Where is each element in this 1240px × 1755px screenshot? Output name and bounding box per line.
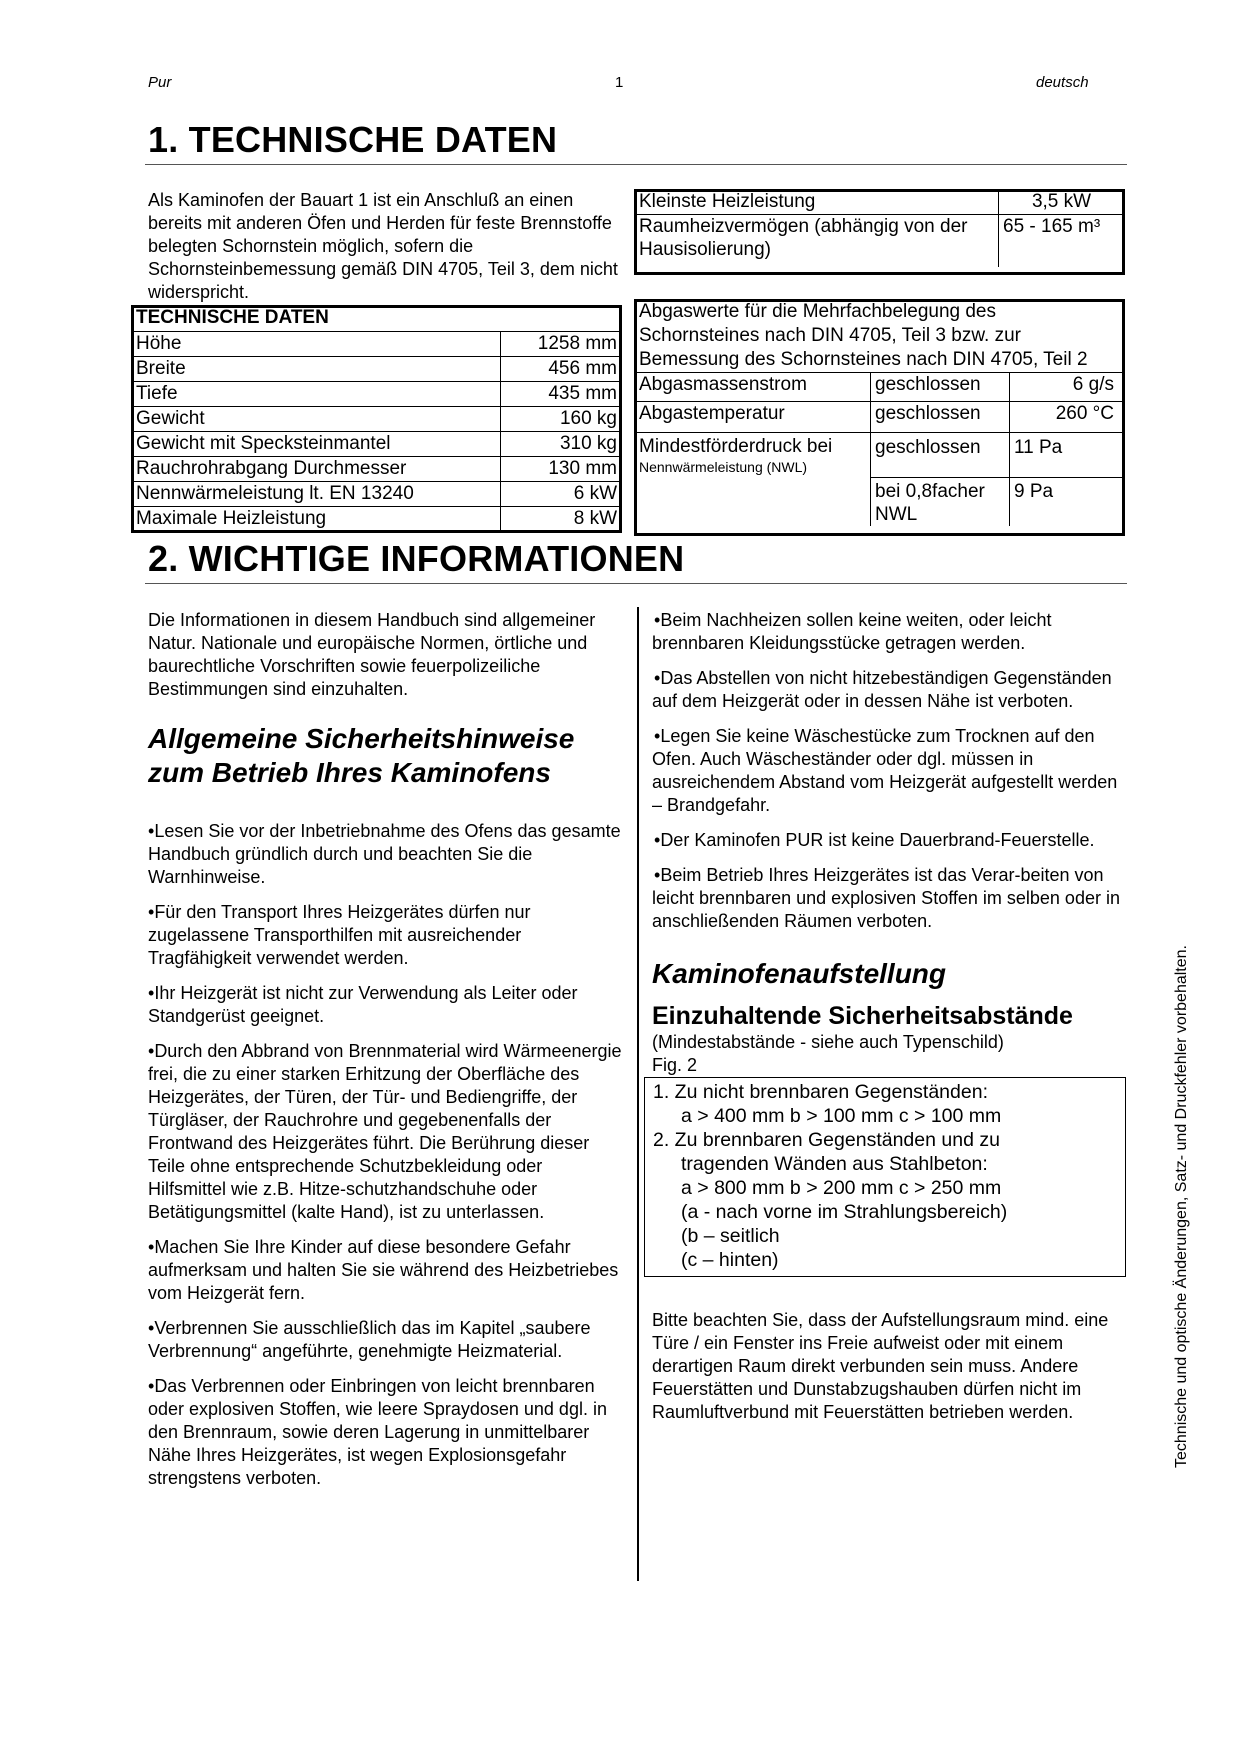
list-item-text: Durch den Abbrand von Brennmaterial wird Wärmeenergie frei, die zu einer starken Erhitzung der Oberfläche des Heizgerätes, der Türen, der Tür- und Bediengriffe, der Türgläser, der Rauchrohre und gegebenenfalls der Frontwand des Heizgerätes führt. Die Berührung dieser Teile ohne entsprechende Schutzbekleidung oder Hilfsmittel wie z.B. Hitze-schutzhandschuhe oder Betätigungsmittel (kalte Hand), ist zu unterlassen.	[148, 1041, 622, 1222]
exhaust-row-condition: geschlossen	[871, 402, 1010, 433]
distances-line: tragenden Wänden aus Stahlbeton:	[681, 1153, 988, 1175]
section-2-title: 2. WICHTIGE INFORMATIONEN	[148, 538, 685, 579]
heating-row-label: Raumheizvermögen (abhängig von der Hausisolierung)	[635, 215, 999, 268]
section-2-intro: Die Informationen in diesem Handbuch sind allgemeiner Natur. Nationale und europäische Normen, örtliche und baurechtliche Vorschriften sowie feuerpolizeiliche Bestimmungen sind einzuhalten.	[148, 610, 596, 699]
heating-row-label: Kleinste Heizleistung	[635, 190, 999, 215]
list-item	[148, 1040, 623, 1224]
exhaust-table	[634, 299, 1125, 536]
bullet-icon: •	[148, 983, 155, 1003]
list-item-text: Beim Nachheizen sollen keine weiten, oder leicht brennbaren Kleidungsstücke getragen werden.	[652, 610, 1052, 653]
bullet-icon: •	[148, 821, 155, 841]
exhaust-row-condition: bei 0,8facher NWL	[871, 478, 1010, 527]
heating-table	[634, 189, 1125, 275]
bullet-icon: •	[654, 726, 661, 746]
distances-heading: Einzuhaltende Sicherheitsabstände	[652, 1002, 1073, 1030]
exhaust-row-label: Abgastemperatur	[635, 402, 871, 433]
exhaust-row-value: 260 °C	[1010, 402, 1125, 433]
left-column	[148, 609, 623, 1502]
tech-row-label: Rauchrohrabgang Durchmesser	[132, 457, 501, 482]
setup-heading: Kaminofenaufstellung	[652, 958, 947, 989]
bullet-icon: •	[148, 1237, 155, 1257]
header-language: deutsch	[1036, 74, 1089, 91]
list-item-text: Beim Betrieb Ihres Heizgerätes ist das Verar-beiten von leicht brennbaren und explosiven Stoffen im selben oder in anschließenden Räumen verboten.	[652, 865, 1120, 931]
heating-row-value: 3,5 kW	[999, 190, 1125, 215]
tech-row-value: 456 mm	[501, 357, 622, 382]
header-doc-name: Pur	[148, 74, 172, 91]
distances-line: (a - nach vorne im Strahlungsbereich)	[681, 1201, 1008, 1223]
column-separator	[637, 607, 639, 1581]
list-item-text: Ihr Heizgerät ist nicht zur Verwendung als Leiter oder Standgerüst geeignet.	[148, 983, 578, 1026]
tech-data-header: TECHNISCHE DATEN	[132, 306, 622, 332]
header-page-number: 1	[615, 74, 624, 91]
list-item	[148, 1236, 623, 1305]
exhaust-row-condition: geschlossen	[871, 433, 1010, 478]
bullet-icon: •	[654, 830, 661, 850]
tech-row-value: 310 kg	[501, 432, 622, 457]
list-item-text: Das Verbrennen oder Einbringen von leicht brennbaren oder explosiven Stoffen, wie leere Spraydosen und dgl. in den Brennraum, sowie deren Lagerung in unmittelbarer Nähe Ihres Heizgerätes, ist wegen Explosionsgefahr strengstens verboten.	[148, 1376, 607, 1488]
distances-line: (b – seitlich	[681, 1225, 780, 1247]
section-1-intro: Als Kaminofen der Bauart 1 ist ein Anschluß an einen bereits mit anderen Öfen und Herden für feste Brennstoffe belegten Schornstein möglich, sofern die Schornsteinbemessung gemäß DIN 4705, Teil 3, dem nicht widerspricht.	[148, 190, 618, 302]
list-item-text: Das Abstellen von nicht hitzebeständigen Gegenständen auf dem Heizgerät oder in dessen Nähe ist verboten.	[652, 668, 1112, 711]
exhaust-row-label: Abgasmassenstrom	[635, 373, 871, 402]
distances-line: (c – hinten)	[681, 1249, 779, 1271]
exhaust-min-draft-sublabel: Nennwärmeleistung (NWL)	[639, 459, 808, 475]
bullet-icon: •	[148, 1318, 155, 1338]
list-item	[148, 820, 623, 889]
exhaust-row-label	[635, 433, 871, 527]
list-item	[652, 725, 1130, 817]
bullet-icon: •	[148, 902, 155, 922]
tech-row-value: 1258 mm	[501, 332, 622, 357]
list-item-text: Lesen Sie vor der Inbetriebnahme des Ofens das gesamte Handbuch gründlich durch und beachten Sie die Warnhinweise.	[148, 821, 621, 887]
tech-row-value: 130 mm	[501, 457, 622, 482]
exhaust-min-draft-label: Mindestförderdruck bei	[639, 436, 833, 457]
heating-row-value: 65 - 165 m³	[999, 215, 1125, 268]
exhaust-header: Abgaswerte für die Mehrfachbelegung des Schornsteines nach DIN 4705, Teil 3 bzw. zur Bemessung des Schornsteines nach DIN 4705, Teil 2	[635, 300, 1125, 373]
exhaust-row-condition: geschlossen	[871, 373, 1010, 402]
bullet-icon: •	[654, 610, 661, 630]
exhaust-row-value: 11 Pa	[1010, 433, 1125, 478]
list-item	[148, 982, 623, 1028]
bullet-icon: •	[148, 1041, 155, 1061]
bullet-icon: •	[148, 1376, 155, 1396]
list-item	[652, 864, 1130, 933]
list-item-text: Verbrennen Sie ausschließlich das im Kapitel „saubere Verbrennung“ angeführte, genehmigte Heizmaterial.	[148, 1318, 591, 1361]
side-disclaimer: Technische und optische Änderungen, Satz- und Druckfehler vorbehalten.	[1173, 945, 1190, 1468]
tech-row-value: 6 kW	[501, 482, 622, 507]
bullet-icon: •	[654, 668, 661, 688]
distances-line: 1. Zu nicht brennbaren Gegenständen:	[653, 1081, 988, 1103]
distances-line: a > 800 mm b > 200 mm c > 250 mm	[681, 1177, 1002, 1199]
list-item	[148, 1317, 623, 1363]
exhaust-row-value: 6 g/s	[1010, 373, 1125, 402]
bullet-icon: •	[654, 865, 661, 885]
tech-row-label: Breite	[132, 357, 501, 382]
tech-row-label: Nennwärmeleistung lt. EN 13240	[132, 482, 501, 507]
list-item-text: Legen Sie keine Wäschestücke zum Trocknen auf den Ofen. Auch Wäscheständer oder dgl. müssen in ausreichendem Abstand vom Heizgerät aufgestellt werden – Brandgefahr.	[652, 726, 1118, 815]
room-note: Bitte beachten Sie, dass der Aufstellungsraum mind. eine Türe / ein Fenster ins Freie aufweist oder mit einem derartigen Raum direkt verbunden sein muss. Andere Feuerstätten und Dunstabzugshauben dürfen nicht im Raumluftverbund mit Feuerstätten betrieben werden.	[652, 1310, 1109, 1422]
list-item-text: Der Kaminofen PUR ist keine Dauerbrand-Feuerstelle.	[660, 830, 1095, 850]
list-item	[652, 667, 1130, 713]
tech-row-value: 435 mm	[501, 382, 622, 407]
list-item-text: Für den Transport Ihres Heizgerätes dürfen nur zugelassene Transporthilfen mit ausreichender Tragfähigkeit verwendet werden.	[148, 902, 531, 968]
exhaust-row-value: 9 Pa	[1010, 478, 1125, 527]
figure-reference: Fig. 2	[652, 1055, 698, 1075]
tech-data-table	[131, 305, 622, 533]
tech-row-label: Tiefe	[132, 382, 501, 407]
list-item	[652, 829, 1130, 852]
list-item	[652, 609, 1130, 655]
section-1-rule	[145, 164, 1127, 165]
tech-row-label: Maximale Heizleistung	[132, 507, 501, 532]
tech-row-label: Höhe	[132, 332, 501, 357]
safety-heading: Allgemeine Sicherheitshinweise zum Betrieb Ihres Kaminofens	[148, 723, 575, 788]
section-1-title: 1. TECHNISCHE DATEN	[148, 119, 558, 160]
tech-row-label: Gewicht	[132, 407, 501, 432]
tech-row-value: 8 kW	[501, 507, 622, 532]
tech-row-label: Gewicht mit Specksteinmantel	[132, 432, 501, 457]
list-item	[148, 1375, 623, 1490]
distances-line: 2. Zu brennbaren Gegenständen und zu	[653, 1129, 1000, 1151]
tech-row-value: 160 kg	[501, 407, 622, 432]
right-column	[652, 609, 1130, 1424]
section-2-rule	[145, 583, 1127, 584]
distances-line: a > 400 mm b > 100 mm c > 100 mm	[681, 1105, 1002, 1127]
distances-subtitle: (Mindestabstände - siehe auch Typenschild)	[652, 1032, 1004, 1052]
list-item-text: Machen Sie Ihre Kinder auf diese besondere Gefahr aufmerksam und halten Sie sie während des Heizbetriebes vom Heizgerät fern.	[148, 1237, 619, 1303]
distances-box	[644, 1077, 1126, 1277]
list-item	[148, 901, 623, 970]
